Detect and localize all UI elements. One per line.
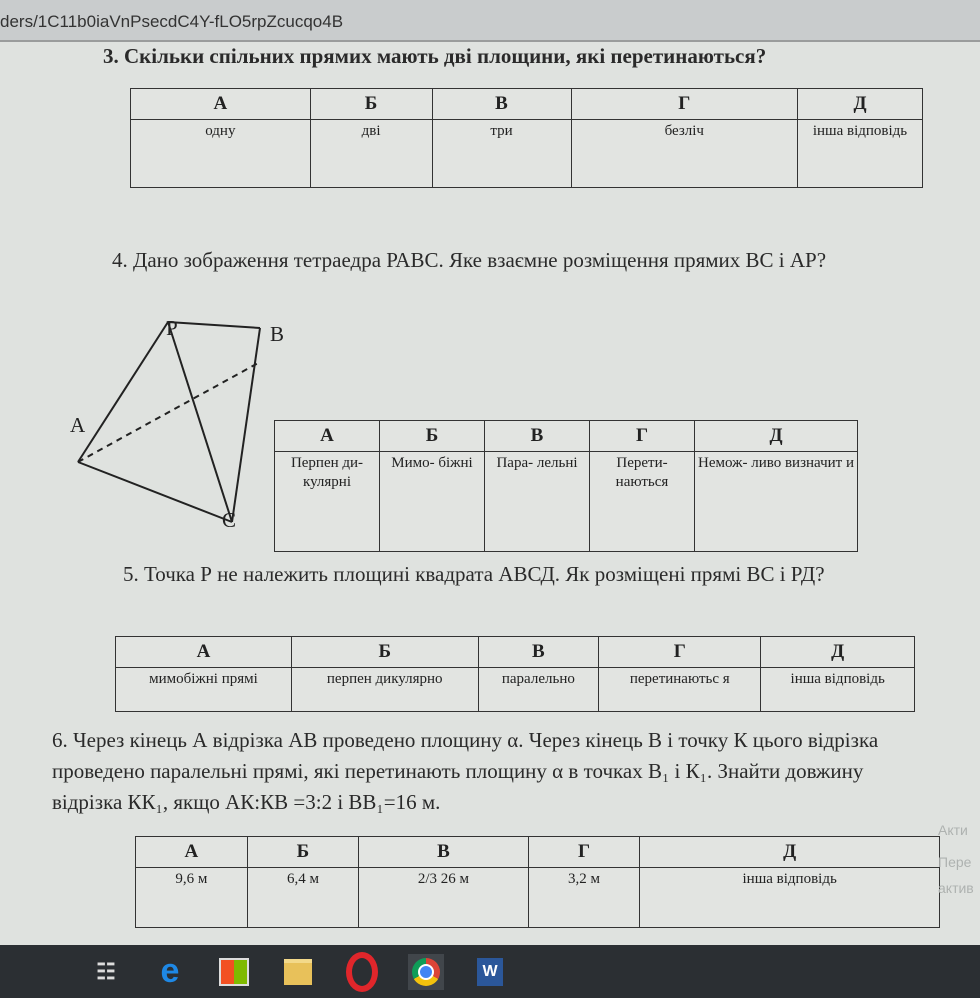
word-icon[interactable]: W [472,954,508,990]
answer-cell: перетинаютьс я [599,668,761,712]
activation-watermark: Пере [938,854,972,870]
header-d: Д [695,421,858,452]
header-b: Б [291,637,478,668]
activation-watermark: Акти [938,822,968,838]
edge-pa [78,322,168,462]
vertex-c-label: C [222,508,237,532]
header-b: Б [310,89,432,120]
answer-cell: 9,6 м [136,868,248,928]
header-g: Г [528,837,640,868]
activation-watermark: актив [938,880,974,896]
answer-cell: інша відповідь [761,668,915,712]
vertex-a-label: A [70,413,86,437]
q6-table [135,836,940,928]
header-a: А [116,637,292,668]
store-icon[interactable] [216,954,252,990]
header-a: А [275,421,380,452]
header-a: А [136,837,248,868]
header-v: В [485,421,590,452]
edge-bc [232,328,260,522]
question-6: 6. Через кінець А відрізка АВ проведено площину α. Через кінець В і точку К цього відрізка проведено паралельні прямі, які перетинають площину α в точках В₁ і К₁. Знайти довжину відрізка КК₁, якщо АК:КВ =3:2 і ВВ₁=16 м. [52,728,879,814]
q5-table [115,636,915,712]
edge-pc [168,322,232,522]
answer-cell: мимобіжні прямі [116,668,292,712]
header-v: В [432,89,571,120]
header-a: А [131,89,311,120]
taskbar [0,945,980,998]
task-view-icon[interactable]: ☷ [96,958,116,984]
header-v: В [359,837,528,868]
address-bar[interactable] [0,0,980,42]
answer-cell: паралельно [478,668,599,712]
answer-cell: перпен дикулярно [291,668,478,712]
answer-cell: дві [310,120,432,188]
url-text: ders/1C11b0iaVnPsecdC4Y-fLO5rpZcucqo4B [0,12,344,31]
answer-cell: три [432,120,571,188]
header-b: Б [247,837,359,868]
edge-pb [168,322,260,328]
answer-cell: Мимо- біжні [380,452,485,552]
edge-icon[interactable]: e [160,952,180,990]
header-d: Д [798,89,923,120]
edge-ac [78,462,232,522]
header-g: Г [590,421,695,452]
answer-cell: 2/3 26 м [359,868,528,928]
q3-table [130,88,923,188]
answer-cell: одну [131,120,311,188]
question-5: 5. Точка Р не належить площині квадрата АВСД. Як розміщені прямі ВС і РД? [123,562,825,586]
question-3: 3. Скільки спільних прямих мають дві площини, які перетинаються? [103,44,767,68]
answer-cell: Пара- лельні [485,452,590,552]
answer-cell: Немож- ливо визначит и [695,452,858,552]
tetrahedron-diagram [60,310,280,540]
q4-table [274,420,858,552]
header-d: Д [761,637,915,668]
header-d: Д [640,837,940,868]
answer-cell: безліч [571,120,797,188]
header-v: В [478,637,599,668]
answer-cell: 6,4 м [247,868,359,928]
chrome-icon[interactable] [408,954,444,990]
header-b: Б [380,421,485,452]
vertex-p-label: P [166,316,178,340]
vertex-b-label: B [270,322,285,346]
header-g: Г [599,637,761,668]
question-4: 4. Дано зображення тетраедра РАВС. Яке взаємне розміщення прямих ВС і АР? [112,248,827,272]
answer-cell: інша відповідь [798,120,923,188]
answer-cell: Перети- наються [590,452,695,552]
file-explorer-icon[interactable] [280,954,316,990]
answer-cell: 3,2 м [528,868,640,928]
opera-icon[interactable] [344,954,380,990]
edge-ab-hidden [78,362,260,462]
answer-cell: Перпен ди- кулярні [275,452,380,552]
answer-cell: інша відповідь [640,868,940,928]
header-g: Г [571,89,797,120]
